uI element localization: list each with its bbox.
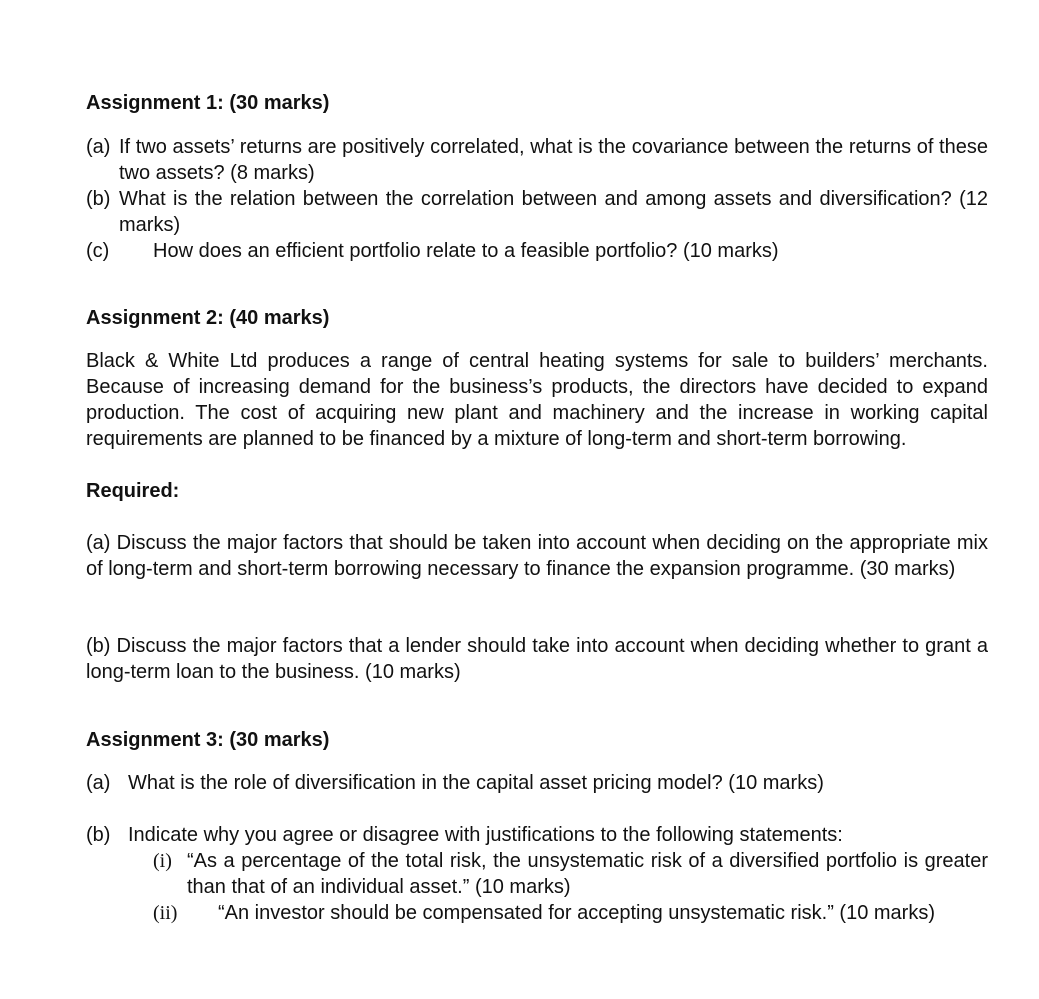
required-label: Required: — [86, 480, 180, 502]
question-text: How does an efficient portfolio relate to a feasible portfolio? (10 marks) — [153, 240, 779, 262]
statement-text: “An investor should be compensated for accepting unsystematic risk.” (10 marks) — [218, 902, 935, 924]
question-label: (a) — [86, 136, 111, 158]
statement-text: “As a percentage of the total risk, the unsystematic risk of a diversified portfolio is greater than that of an individual asset.” (10 marks) — [187, 850, 988, 898]
assignment-1-title: Assignment 1: (30 marks) — [86, 92, 330, 114]
question-text: What is the role of diversification in the capital asset pricing model? (10 marks) — [128, 772, 824, 794]
statement-i — [153, 848, 988, 900]
statement-ii — [153, 900, 988, 926]
question-label: (c) — [86, 240, 110, 262]
question-2b: (b) Discuss the major factors that a lender should take into account when deciding whether to grant a long-term loan to the business. (10 marks) — [86, 635, 988, 683]
question-1b — [86, 186, 988, 238]
statement-label: (i) — [153, 850, 172, 872]
question-text: What is the relation between the correlation between and among assets and diversification? (12 marks) — [119, 188, 988, 236]
question-label: (a) — [86, 772, 111, 794]
statement-label: (ii) — [153, 902, 178, 924]
question-3a — [86, 770, 988, 796]
assignment-3-title: Assignment 3: (30 marks) — [86, 729, 330, 751]
assignment-2-title: Assignment 2: (40 marks) — [86, 307, 330, 329]
question-label: (b) — [86, 188, 111, 210]
assignment-2-intro: Black & White Ltd produces a range of central heating systems for sale to builders’ merchants. Because of increasing demand for the business’s products, the directors have decided to expand production. The cost of acquiring new plant and machinery and the increase in working capital requirements are planned to be financed by a mixture of long-term and short-term borrowing. — [86, 350, 988, 450]
question-text: Indicate why you agree or disagree with justifications to the following statements: — [128, 824, 843, 846]
question-2a: (a) Discuss the major factors that should be taken into account when deciding on the appropriate mix of long-term and short-term borrowing necessary to finance the expansion programme. (30 marks) — [86, 532, 988, 580]
assignment-1-questions — [86, 134, 988, 264]
question-1a — [86, 134, 988, 186]
question-label: (b) — [86, 824, 111, 846]
question-3b — [86, 822, 988, 926]
question-1c — [86, 238, 988, 264]
question-text: If two assets’ returns are positively correlated, what is the covariance between the returns of these two assets? (8 marks) — [119, 136, 988, 184]
